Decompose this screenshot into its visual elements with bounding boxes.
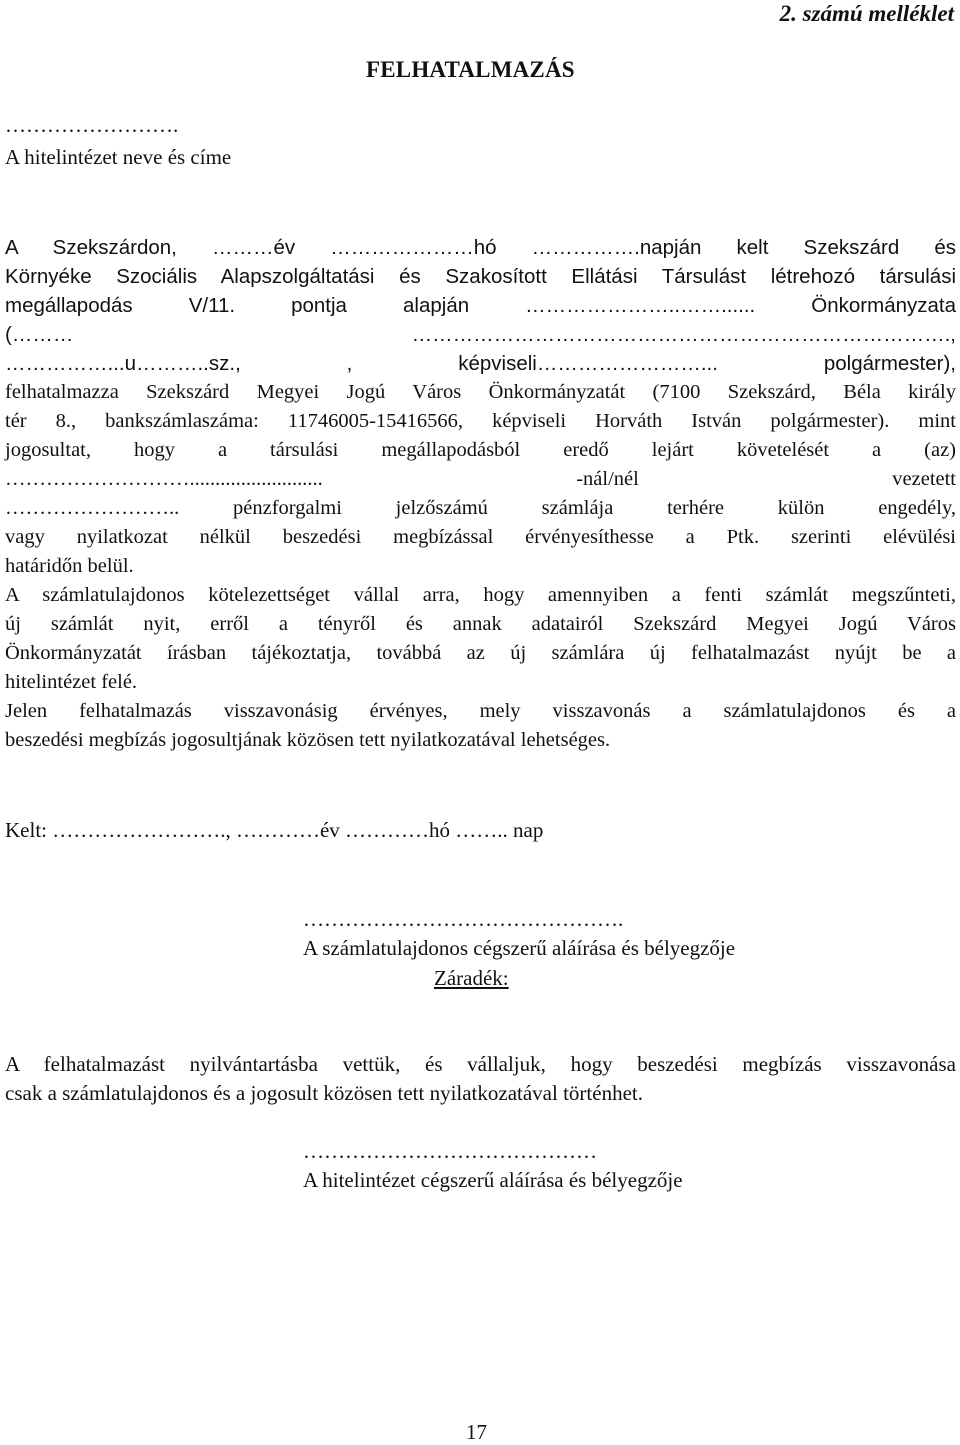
bank-name-dots: ……………………. [5, 113, 179, 137]
clause-title: Záradék: [434, 966, 509, 990]
account-holder-signature-block [303, 905, 735, 963]
para1-line-3: megállapodás V/11. pontja alapján …………………..……...... Önkormányzata [5, 294, 956, 317]
para2-line-2: új számlát nyit, erről a tényről és annak adatairól Szekszárd Megyei Jogú Város [5, 613, 956, 635]
bank-signature-dots: …………………………………… [303, 1139, 597, 1163]
bank-signature-label: A hitelintézet cégszerű aláírása és bélyegzője [303, 1168, 683, 1192]
para1-line-8: jogosultat, hogy a társulási megállapodásból eredő lejárt követelését a (az) [5, 439, 956, 461]
para1-line-2: Környéke Szociális Alapszolgáltatási és Szakosított Ellátási Társulást létrehozó társulási [5, 265, 956, 288]
para2-line-3: Önkormányzatát írásban tájékoztatja, továbbá az új számlára új felhatalmazást nyújt be a [5, 642, 956, 664]
document-title: FELHATALMAZÁS [366, 57, 575, 82]
para2-line-1: A számlatulajdonos kötelezettséget vállal arra, hogy amennyiben a fenti számlát megszűnteti, [5, 584, 956, 606]
clause-line-2: csak a számlatulajdonos és a jogosult közösen tett nyilatkozatával történhet. [5, 1081, 643, 1105]
bank-signature-block [303, 1137, 683, 1195]
account-holder-signature-label: A számlatulajdonos cégszerű aláírása és bélyegzője [303, 936, 736, 960]
para1-line-11: vagy nyilatkozat nélkül beszedési megbízással érvényesíthesse a Ptk. szerinti elévülési [5, 526, 956, 548]
clause-paragraph [5, 1050, 956, 1108]
para3-line-1: Jelen felhatalmazás visszavonásig érvényes, mely visszavonás a számlatulajdonos és a [5, 700, 956, 722]
para1-line-6: felhatalmazza Szekszárd Megyei Jogú Város Önkormányzatát (7100 Szekszárd, Béla király [5, 381, 956, 403]
annex-label: 2. számú melléklet [779, 1, 954, 26]
para1-line-12: határidőn belül. [5, 555, 134, 577]
account-holder-signature-dots: ………………………………………. [303, 907, 624, 931]
bank-name-label: A hitelintézet neve és címe [5, 145, 232, 169]
para2-line-4: hitelintézet felé. [5, 671, 138, 693]
authorization-paragraph [5, 233, 956, 755]
para3-line-2: beszedési megbízás jogosultjának közösen tett nyilatkozatával lehetséges. [5, 729, 611, 751]
para1-line-5: ……………...u………..sz., , képviseli……………………... polgármester), [5, 352, 956, 375]
para1-line-9: ……………………….......................... -nál/nél vezetett [5, 468, 956, 490]
para1-line-10: …………………….. pénzforgalmi jelzőszámú számlája terhére külön engedély, [5, 497, 956, 519]
para1-line-4: (……… ……………………………………………………………………., [5, 323, 956, 346]
clause-line-1: A felhatalmazást nyilvántartásba vettük, és vállaljuk, hogy beszedési megbízás visszavonása [5, 1052, 956, 1076]
para1-line-7: tér 8., bankszámlaszáma: 11746005-15416566, képviseli Horváth István polgármester). mint [5, 410, 956, 432]
para1-line-1: A Szekszárdon, ………év …………………hó …………….napján kelt Szekszárd és [5, 236, 956, 259]
date-line: Kelt: ……………………., …………év …………hó …….. nap [5, 818, 544, 842]
page-number: 17 [466, 1420, 487, 1444]
